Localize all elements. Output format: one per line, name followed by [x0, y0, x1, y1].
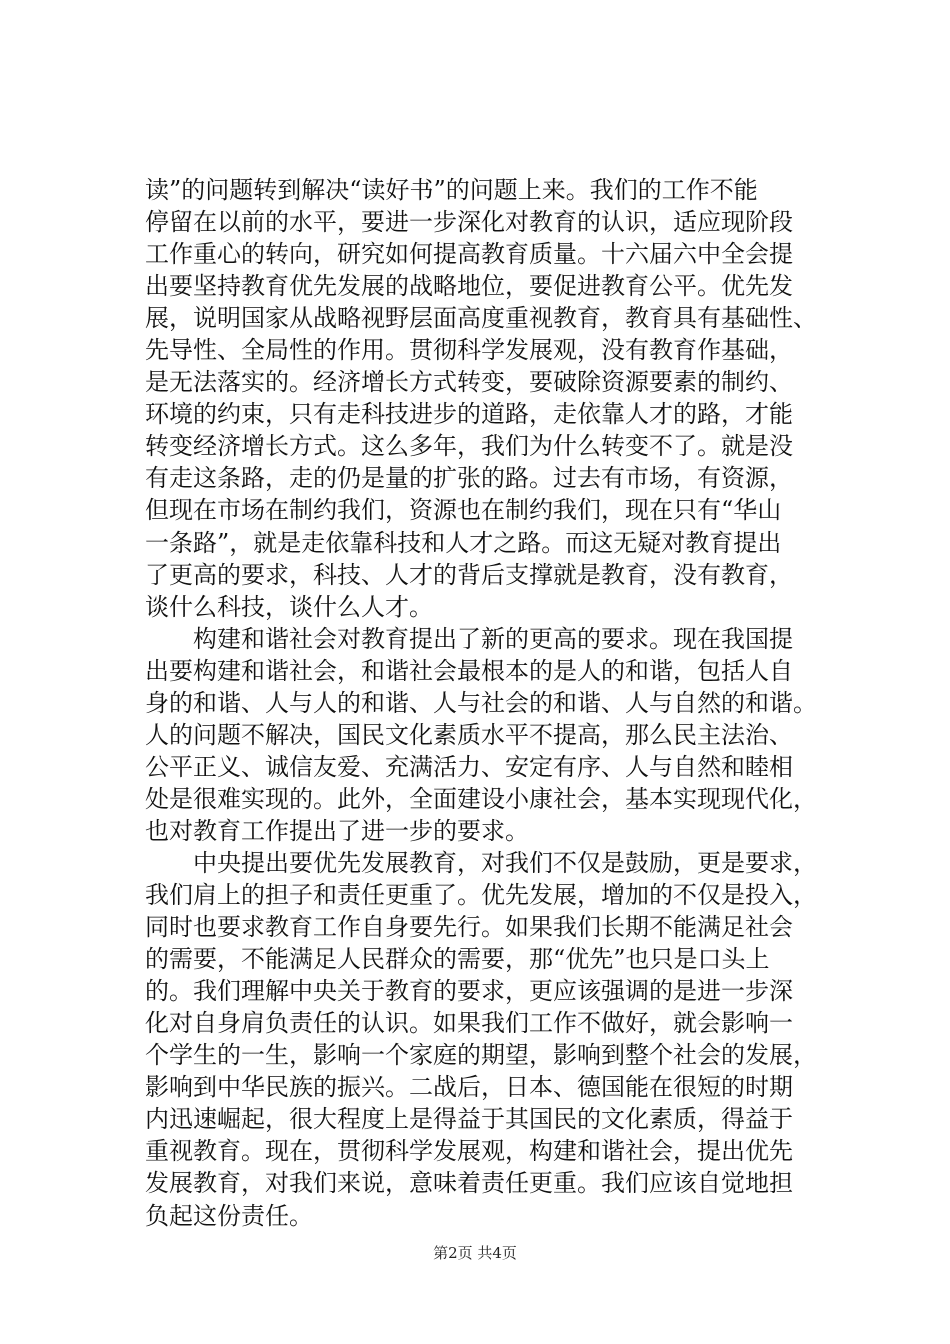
paragraph-start-line: 中央提出要优先发展教育，对我们不仅是鼓励，更是要求， [145, 848, 817, 877]
text-line: 一条路”，就是走依靠科技和人才之路。而这无疑对教育提出 [145, 528, 782, 557]
text-line: 发展教育，对我们来说，意味着责任更重。我们应该自觉地担 [145, 1169, 793, 1198]
paragraph-start-line: 构建和谐社会对教育提出了新的更高的要求。现在我国提 [145, 624, 793, 653]
page-number-footer: 第2页 共4页 [433, 1244, 517, 1262]
text-line: 处是很难实现的。此外，全面建设小康社会，基本实现现代化， [145, 784, 817, 813]
text-line: 但现在市场在制约我们，资源也在制约我们，现在只有“华山 [145, 496, 782, 525]
text-line: 的需要，不能满足人民群众的需要，那“优先”也只是口头上 [145, 945, 770, 974]
text-line: 展，说明国家从战略视野层面高度重视教育，教育具有基础性、 [145, 304, 817, 333]
text-line: 同时也要求教育工作自身要先行。如果我们长期不能满足社会 [145, 913, 793, 942]
text-line: 是无法落实的。经济增长方式转变，要破除资源要素的制约、 [145, 368, 793, 397]
text-line: 谈什么科技，谈什么人才。 [145, 592, 433, 621]
document-body [145, 174, 817, 1232]
text-line: 身的和谐、人与人的和谐、人与社会的和谐、人与自然的和谐。 [145, 688, 817, 717]
text-line: 有走这条路，走的仍是量的扩张的路。过去有市场，有资源， [145, 464, 793, 493]
text-line: 个学生的一生，影响一个家庭的期望，影响到整个社会的发展， [145, 1041, 817, 1070]
text-line: 也对教育工作提出了进一步的要求。 [145, 816, 529, 845]
text-line: 先导性、全局性的作用。贯彻科学发展观，没有教育作基础， [145, 336, 793, 365]
text-line: 出要坚持教育优先发展的战略地位，要促进教育公平。优先发 [145, 272, 793, 301]
text-line: 化对自身肩负责任的认识。如果我们工作不做好，就会影响一 [145, 1009, 793, 1038]
text-line: 环境的约束，只有走科技进步的道路，走依靠人才的路，才能 [145, 400, 793, 429]
text-line: 重视教育。现在，贯彻科学发展观，构建和谐社会，提出优先 [145, 1137, 793, 1166]
text-line: 工作重心的转向，研究如何提高教育质量。十六届六中全会提 [145, 240, 793, 269]
text-line: 读”的问题转到解决“读好书”的问题上来。我们的工作不能 [145, 176, 758, 204]
text-line: 了更高的要求，科技、人才的背后支撑就是教育，没有教育， [145, 560, 793, 589]
text-line: 人的问题不解决，国民文化素质水平不提高，那么民主法治、 [145, 720, 793, 749]
text-line: 我们肩上的担子和责任更重了。优先发展，增加的不仅是投入， [145, 881, 817, 910]
text-line: 内迅速崛起，很大程度上是得益于其国民的文化素质，得益于 [145, 1105, 793, 1134]
text-line: 公平正义、诚信友爱、充满活力、安定有序、人与自然和睦相 [145, 752, 793, 781]
text-line: 负起这份责任。 [145, 1201, 313, 1230]
text-line: 影响到中华民族的振兴。二战后，日本、德国能在很短的时期 [145, 1073, 793, 1102]
text-line: 停留在以前的水平，要进一步深化对教育的认识，适应现阶段 [145, 208, 793, 237]
text-line: 转变经济增长方式。这么多年，我们为什么转变不了。就是没 [145, 432, 793, 461]
text-line: 出要构建和谐社会，和谐社会最根本的是人的和谐，包括人自 [145, 656, 793, 685]
text-line: 的。我们理解中央关于教育的要求，更应该强调的是进一步深 [145, 977, 793, 1006]
